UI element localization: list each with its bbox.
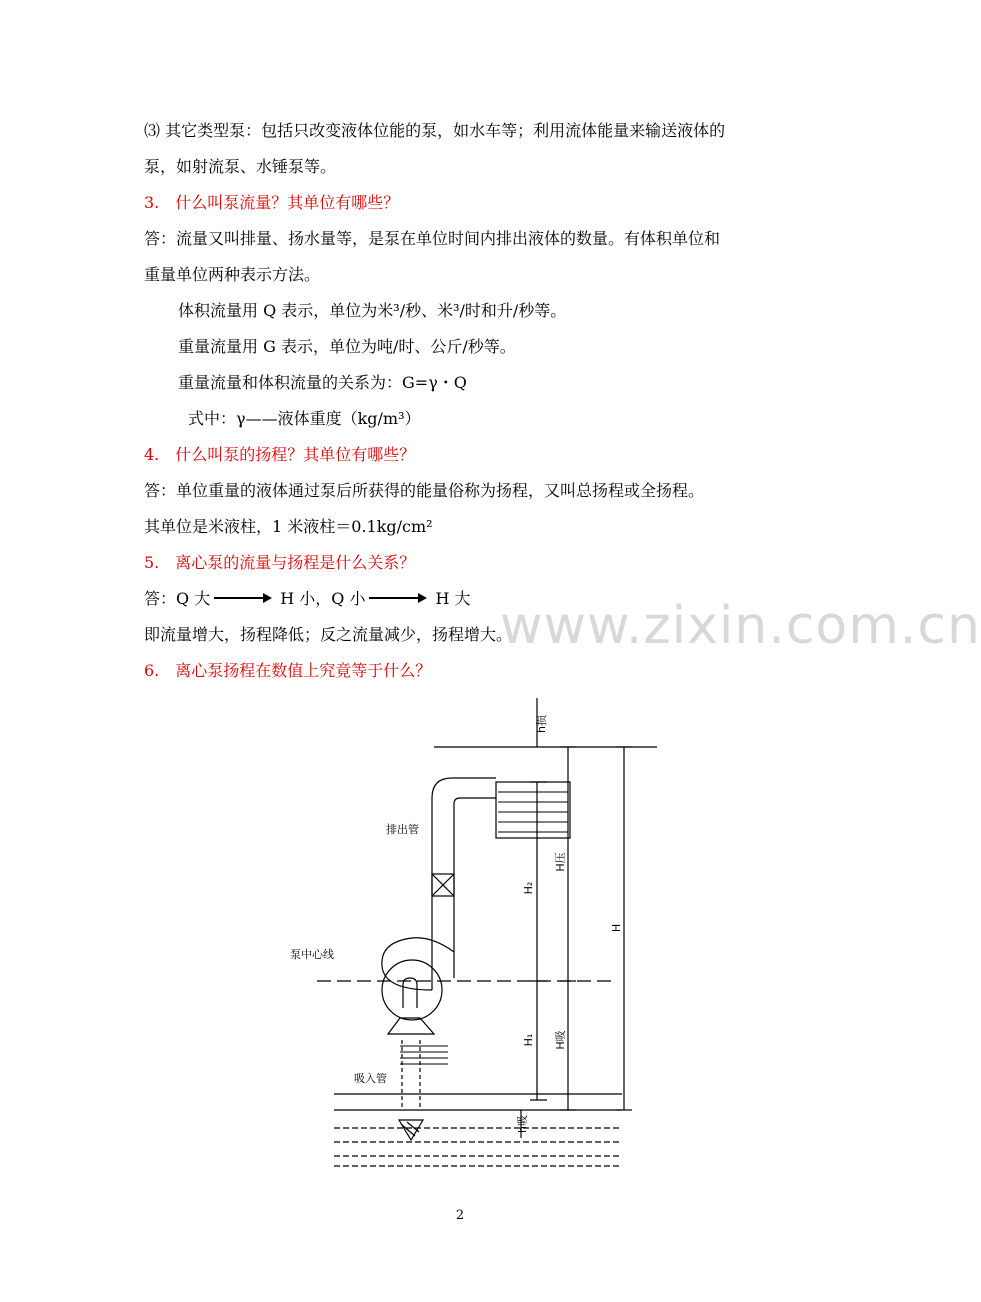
question-4: 4. 什么叫泵的扬程？其单位有哪些？ <box>144 445 416 464</box>
question-5: 5. 离心泵的流量与扬程是什么关系？ <box>144 553 416 572</box>
label-h-total: H <box>610 923 623 933</box>
label-h-suct: H吸 <box>554 1030 567 1050</box>
upper-tank <box>496 782 570 838</box>
pump-volute <box>382 960 442 1020</box>
label-h-loss-bottom: h吸 <box>516 1115 529 1133</box>
pump-casing <box>382 938 454 990</box>
answer-3-cont: 重量单位两种表示方法。 <box>144 265 321 284</box>
question-3: 3. 什么叫泵流量？其单位有哪些？ <box>144 193 400 212</box>
pump-center-label: 泵中心线 <box>290 948 334 961</box>
discharge-pipe-label: 排出管 <box>386 823 419 836</box>
arrow-icon <box>214 597 270 599</box>
arrow-icon <box>369 597 425 599</box>
question-6: 6. 离心泵扬程在数值上究竟等于什么？ <box>144 661 432 680</box>
answer-5-relation <box>144 588 471 610</box>
pump-head-diagram <box>262 690 692 1172</box>
suction-elbow <box>403 978 417 1008</box>
foot-valve-icon <box>399 1120 423 1140</box>
formula-note: 式中：γ——液体重度（kg/m³） <box>188 409 421 428</box>
flow-relation-text: 重量流量和体积流量的关系为：G=γ・Q <box>178 373 467 392</box>
watermark: www.zixin.com.cn <box>500 596 981 656</box>
label-h-press: H压 <box>554 852 567 872</box>
answer-5-part2: H 小，Q 小 <box>280 589 366 608</box>
answer-4: 答：单位重量的液体通过泵后所获得的能量俗称为扬程，又叫总扬程或全扬程。 <box>144 481 705 500</box>
answer-5-part3: H 大 <box>435 589 471 608</box>
label-h-loss-top: h损 <box>535 715 548 733</box>
answer-3: 答：流量又叫排量、扬水量等，是泵在单位时间内排出液体的数量。有体积单位和 <box>144 229 721 248</box>
upper-tank-water <box>498 792 568 832</box>
discharge-pipe-inner <box>454 798 496 978</box>
weight-flow-text: 重量流量用 G 表示，单位为吨/时、公斤/秒等。 <box>178 337 516 356</box>
paragraph-other-pumps: ⑶ 其它类型泵：包括只改变液体位能的泵，如水车等；利用流体能量来输送液体的 <box>144 121 726 140</box>
label-h1: H₁ <box>522 1033 535 1047</box>
answer-5-explain: 即流量增大，扬程降低；反之流量减少，扬程增大。 <box>144 625 513 644</box>
paragraph-other-pumps-cont: 泵，如射流泵、水锤泵等。 <box>144 157 337 176</box>
lower-water-dashes <box>334 1128 622 1166</box>
volume-flow-text: 体积流量用 Q 表示，单位为米³/秒、米³/时和升/秒等。 <box>178 301 567 320</box>
answer-4-unit: 其单位是米液柱，1 米液柱＝0.1kg/cm² <box>144 517 433 536</box>
page-number: 2 <box>455 1208 465 1223</box>
label-h2: H₂ <box>522 881 535 895</box>
answer-5-part1: 答：Q 大 <box>144 589 211 608</box>
suction-pipe-label: 吸入管 <box>354 1072 387 1085</box>
suction-hatching <box>400 1046 448 1064</box>
